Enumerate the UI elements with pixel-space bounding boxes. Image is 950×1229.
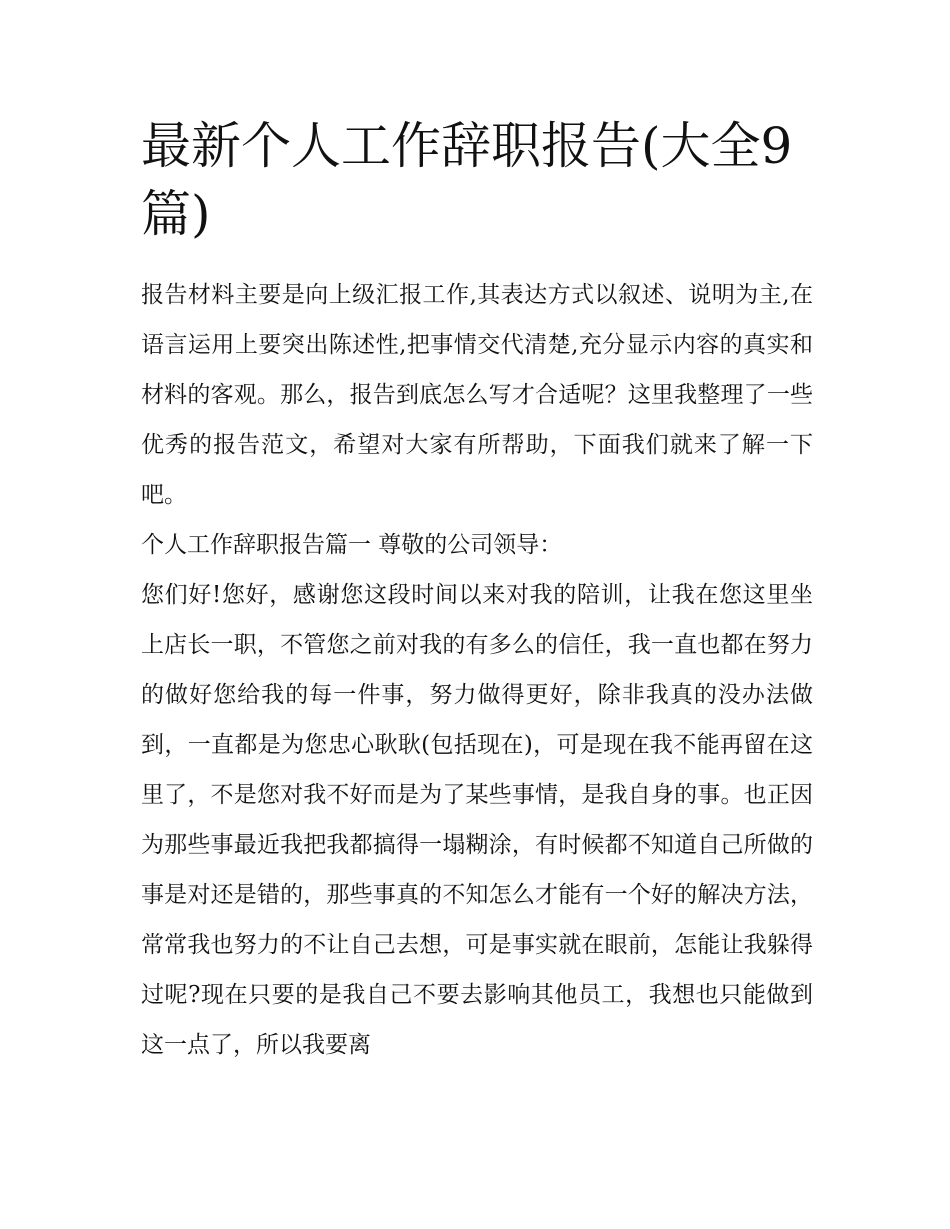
- intro-paragraph: 报告材料主要是向上级汇报工作,其表达方式以叙述、说明为主,在语言运用上要突出陈述性,把事情交代清楚,充分显示内容的真实和材料的客观。那么，报告到底怎么写才合适呢？这里我整理了一些优秀的报告范文，希望对大家有所帮助，下面我们就来了解一下吧。: [141, 282, 813, 508]
- section-heading-paragraph: 个人工作辞职报告篇一 尊敬的公司领导：: [141, 532, 563, 558]
- document-body: [141, 112, 813, 1070]
- document-title: 最新个人工作辞职报告(大全9篇): [141, 117, 793, 243]
- body-paragraph: 您们好!您好，感谢您这段时间以来对我的陪训，让我在您这里坐上店长一职，不管您之前对我的有多么的信任，我一直也都在努力的做好您给我的每一件事，努力做得更好，除非我真的没办法做到，一直都是为您忠心耿耿(包括现在)，可是现在我不能再留在这里了，不是您对我不好而是为了某些事情，是我自身的事。也正因为那些事最近我把我都搞得一塌糊涂，有时候都不知道自己所做的事是对还是错的，那些事真的不知怎么才能有一个好的解决方法，常常我也努力的不让自己去想，可是事实就在眼前，怎能让我躲得过呢?现在只要的是我自己不要去影响其他员工，我想也只能做到这一点了，所以我要离: [141, 582, 813, 1058]
